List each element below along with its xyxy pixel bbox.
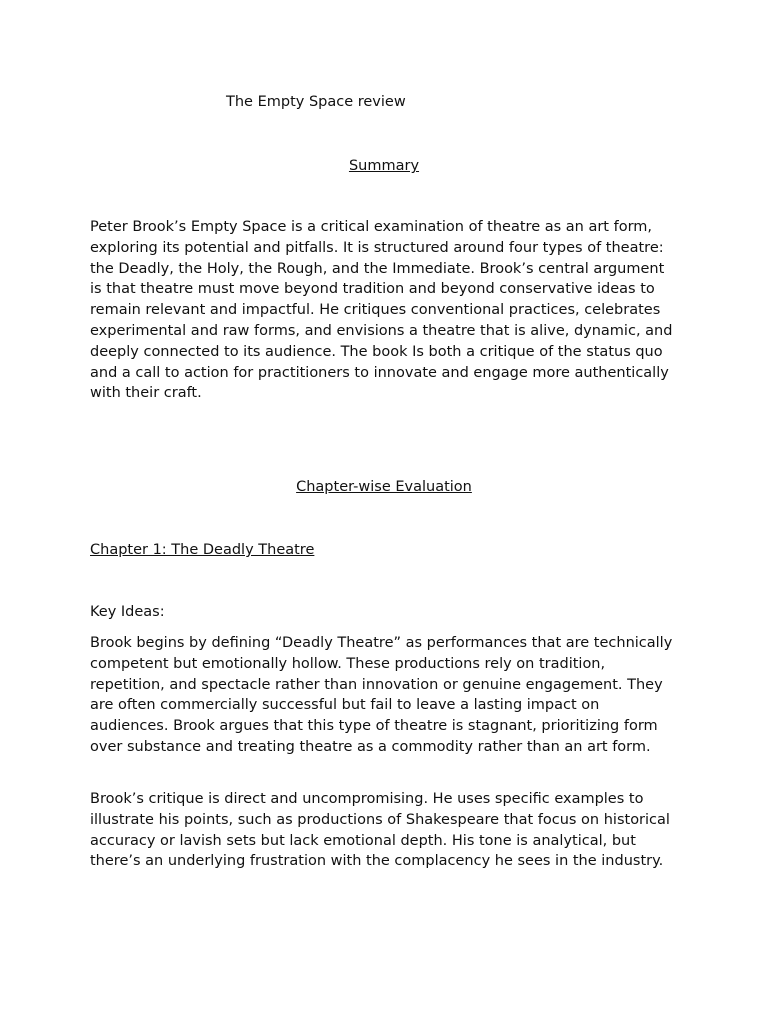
chapter1-paragraph-1: Brook begins by defining “Deadly Theatre” as performances that are technically competent but emotionally hollow. These productions rely on tradition, repetition, and spectacle rather than innovation or genuine engagement. They are often commercially successful but fail to leave a lasting impact on audiences. Brook argues that this type of theatre is stagnant, prioritizing form over substance and treating theatre as a commodity rather than an art form. [90,635,673,755]
summary-paragraph: Peter Brook’s Empty Space is a critical examination of theatre as an art form, exploring its potential and pitfalls. It is structured around four types of theatre: the Deadly, the Holy, the Rough, and the Immediate. Brook’s central argument is that theatre must move beyond tradition and beyond conservative ideas to remain relevant and impactful. He critiques conventional practices, celebrates experimental and raw forms, and envisions a theatre that is alive, dynamic, and deeply connected to its audience. The book Is both a critique of the status quo and a call to action for practitioners to innovate and engage more authentically with their craft. [90,219,673,402]
document-title: The Empty Space review [226,94,406,110]
key-ideas-label: Key Ideas: [90,604,165,620]
chapter1-heading: Chapter 1: The Deadly Theatre [90,542,315,558]
evaluation-heading: Chapter-wise Evaluation [296,479,472,495]
summary-heading: Summary [348,158,420,174]
chapter1-paragraph-2: Brook’s critique is direct and uncompromising. He uses specific examples to illustrate his points, such as productions of Shakespeare that focus on historical accuracy or lavish sets but lack emotional depth. His tone is analytical, but there’s an underlying frustration with the complacency he sees in the industry. [90,791,670,870]
